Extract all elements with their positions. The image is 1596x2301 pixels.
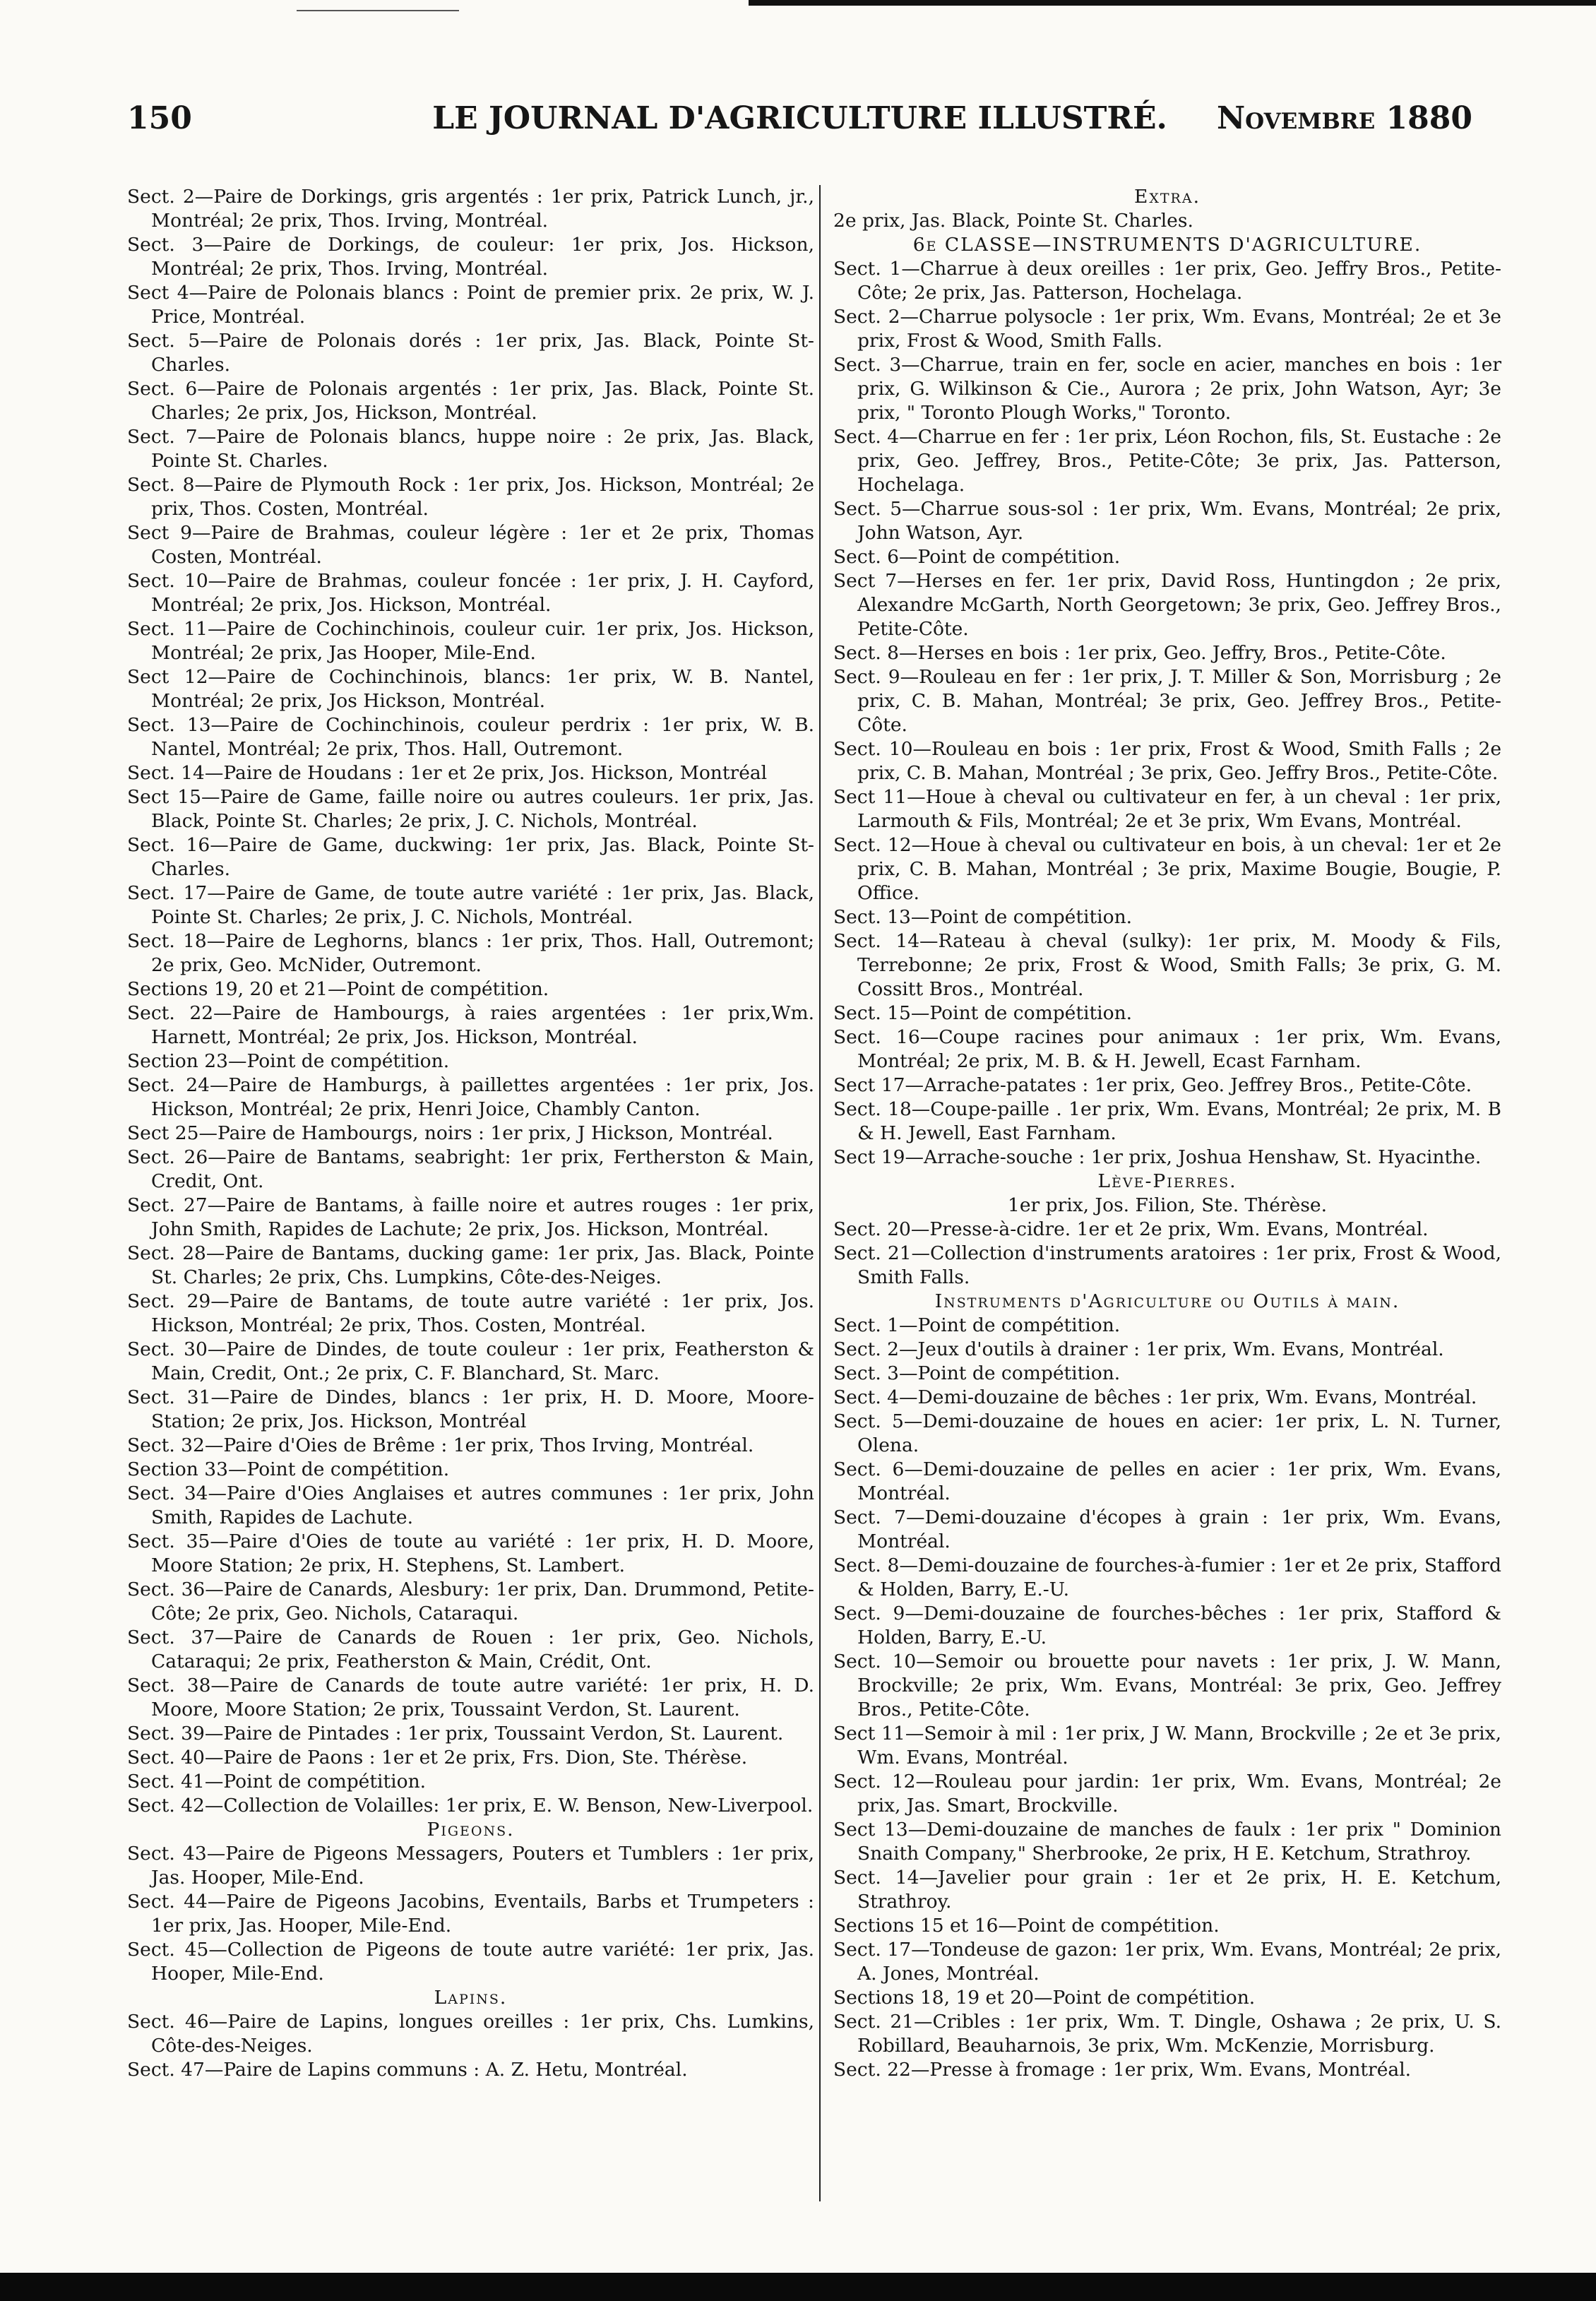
- prize-line: 1er prix, Jos. Filion, Ste. Thérèse.: [1007, 1194, 1328, 1216]
- prize-entry: Sect. 16—Paire de Game, duckwing: 1er prix, Jas. Black, Pointe St-Charles.: [127, 834, 814, 880]
- prize-entry: Sect. 12—Houe à cheval ou cultivateur en bois, à un cheval: 1er et 2e prix, C. B. Mahan, Montréal ; 3e prix, Maxime Bougie, Bougie, P. Office.: [833, 834, 1501, 904]
- prize-entry: Sect. 3—Point de compétition.: [833, 1362, 1121, 1384]
- prize-entry: Sect. 6—Paire de Polonais argentés : 1er prix, Jas. Black, Pointe St. Charles; 2e prix, Jos, Hickson, Montréal.: [127, 378, 814, 424]
- prize-entry: Sect 4—Paire de Polonais blancs : Point de premier prix. 2e prix, W. J. Price, Montréal.: [127, 282, 814, 328]
- prize-entry: Sect 17—Arrache-patates : 1er prix, Geo. Jeffrey Bros., Petite-Côte.: [833, 1074, 1472, 1096]
- prize-entry: Sect. 22—Paire de Hambourgs, à raies argentées : 1er prix,Wm. Harnett, Montréal; 2e prix, Jos. Hickson, Montréal.: [127, 1002, 814, 1048]
- prize-entry: Sect. 7—Paire de Polonais blancs, huppe noire : 2e prix, Jas. Black, Pointe St. Charles.: [127, 426, 814, 472]
- prize-entry: Sect. 21—Cribles : 1er prix, Wm. T. Dingle, Oshawa ; 2e prix, U. S. Robillard, Beauharnois, 3e prix, Wm. McKenzie, Morrisburg.: [833, 2011, 1501, 2057]
- prize-entry: Sect. 24—Paire de Hamburgs, à paillettes argentées : 1er prix, Jos. Hickson, Montréal; 2e prix, Henri Joice, Chambly Canton.: [127, 1074, 814, 1120]
- prize-entry: Sect. 4—Charrue en fer : 1er prix, Léon Rochon, fils, St. Eustache : 2e prix, Geo. Jeffrey, Bros., Petite-Côte; 3e prix, Jas. Patterson, Hochelaga.: [833, 426, 1501, 496]
- prize-entry: Sect 9—Paire de Brahmas, couleur légère : 1er et 2e prix, Thomas Costen, Montréal.: [127, 522, 814, 568]
- prize-entry: Sect. 27—Paire de Bantams, à faille noire et autres rouges : 1er prix, John Smith, Rapides de Lachute; 2e prix, Jos. Hickson, Montréal.: [127, 1194, 814, 1240]
- prize-entry: Sect. 3—Paire de Dorkings, de couleur: 1er prix, Jos. Hickson, Montréal; 2e prix, Thos. Irving, Montréal.: [127, 234, 814, 280]
- prize-entry: Sect. 13—Point de compétition.: [833, 906, 1133, 928]
- prize-entry: Sect 19—Arrache-souche : 1er prix, Joshua Henshaw, St. Hyacinthe.: [833, 1146, 1482, 1168]
- prize-entry: Sect. 14—Rateau à cheval (sulky): 1er prix, M. Moody & Fils, Terrebonne; 2e prix, Frost & Wood, Smith Falls; 3e prix, G. M. Cossitt Bros., Montréal.: [833, 930, 1501, 1000]
- prize-entry: Sect. 8—Herses en bois : 1er prix, Geo. Jeffry, Bros., Petite-Côte.: [833, 642, 1446, 664]
- prize-entry: Sect. 1—Charrue à deux oreilles : 1er prix, Geo. Jeffry Bros., Petite-Côte; 2e prix, Jas. Patterson, Hochelaga.: [833, 258, 1501, 304]
- prize-entry: Sect. 9—Rouleau en fer : 1er prix, J. T. Miller & Son, Morrisburg ; 2e prix, C. B. Mahan, Montréal; 3e prix, Geo. Jeffrey Bros., Petite-Côte.: [833, 666, 1501, 736]
- prize-entry: Sect. 2—Jeux d'outils à drainer : 1er prix, Wm. Evans, Montréal.: [833, 1338, 1444, 1360]
- prize-entry: Sect. 2—Charrue polysocle : 1er prix, Wm. Evans, Montréal; 2e et 3e prix, Frost & Wood, Smith Falls.: [833, 306, 1501, 352]
- prize-entry: Sect. 15—Point de compétition.: [833, 1002, 1133, 1024]
- prize-entry: Sect. 17—Paire de Game, de toute autre variété : 1er prix, Jas. Black, Pointe St. Charles; 2e prix, J. C. Nichols, Montréal.: [127, 882, 814, 928]
- prize-entry: Sect. 16—Coupe racines pour animaux : 1er prix, Wm. Evans, Montréal; 2e prix, M. B. & H. Jewell, Ecast Farnham.: [833, 1026, 1501, 1072]
- prize-entry: Sect. 18—Coupe-paille . 1er prix, Wm. Evans, Montréal; 2e prix, M. B & H. Jewell, East Farnham.: [833, 1098, 1501, 1144]
- prize-entry: Sect. 42—Collection de Volailles: 1er prix, E. W. Benson, New-Liverpool.: [127, 1795, 814, 1817]
- journal-title: LE JOURNAL D'AGRICULTURE ILLUSTRÉ.: [432, 100, 1167, 136]
- top-dash-mark: [297, 10, 459, 11]
- prize-entry: Sect. 36—Paire de Canards, Alesbury: 1er prix, Dan. Drummond, Petite-Côte; 2e prix, Geo. Nichols, Cataraqui.: [127, 1578, 814, 1624]
- prize-entry: Sect. 9—Demi-douzaine de fourches-bêches : 1er prix, Stafford & Holden, Barry, E.-U.: [833, 1603, 1501, 1648]
- prize-entry: Sect. 34—Paire d'Oies Anglaises et autres communes : 1er prix, John Smith, Rapides de Lachute.: [127, 1482, 814, 1528]
- prize-entry: Sections 15 et 16—Point de compétition.: [833, 1915, 1220, 1937]
- prize-entry: Sect. 3—Charrue, train en fer, socle en acier, manches en bois : 1er prix, G. Wilkinson & Cie., Aurora ; 2e prix, John Watson, Ayr; 3e prix, " Toronto Plough Works," Toronto.: [833, 354, 1501, 424]
- prize-entry: Sect. 38—Paire de Canards de toute autre variété: 1er prix, H. D. Moore, Moore Station; 2e prix, Toussaint Verdon, St. Laurent.: [127, 1675, 814, 1720]
- prize-entry: Sect. 41—Point de compétition.: [127, 1771, 427, 1792]
- prize-entry: Sect 12—Paire de Cochinchinois, blancs: 1er prix, W. B. Nantel, Montréal; 2e prix, Jos Hickson, Montréal.: [127, 666, 814, 712]
- prize-entry: Sect. 10—Rouleau en bois : 1er prix, Frost & Wood, Smith Falls ; 2e prix, C. B. Mahan, Montréal ; 3e prix, Geo. Jeffry Bros., Petite-Côte.: [833, 738, 1501, 784]
- prize-entry: Sect. 14—Paire de Houdans : 1er et 2e prix, Jos. Hickson, Montréal: [127, 762, 768, 784]
- prize-entry: Sect. 4—Demi-douzaine de bêches : 1er prix, Wm. Evans, Montréal.: [833, 1386, 1477, 1408]
- section-heading: Instruments d'Agriculture ou Outils à main.: [934, 1290, 1400, 1312]
- prize-entry: Sect. 7—Demi-douzaine d'écopes à grain : 1er prix, Wm. Evans, Montréal.: [833, 1506, 1501, 1552]
- page-header: [127, 100, 1472, 143]
- prize-entry: Section 23—Point de compétition.: [127, 1050, 450, 1072]
- prize-entry: Sect. 32—Paire d'Oies de Brême : 1er prix, Thos Irving, Montréal.: [127, 1434, 754, 1456]
- prize-entry: Sect. 17—Tondeuse de gazon: 1er prix, Wm. Evans, Montréal; 2e prix, A. Jones, Montréal.: [833, 1939, 1501, 1985]
- prize-entry: Sect. 5—Demi-douzaine de houes en acier: 1er prix, L. N. Turner, Olena.: [833, 1410, 1501, 1456]
- prize-entry: Sect. 11—Paire de Cochinchinois, couleur cuir. 1er prix, Jos. Hickson, Montréal; 2e prix, Jas Hooper, Mile-End.: [127, 618, 814, 664]
- prize-entry: Sect. 43—Paire de Pigeons Messagers, Pouters et Tumblers : 1er prix, Jas. Hooper, Mile-End.: [127, 1843, 814, 1889]
- prize-entry: Sect. 46—Paire de Lapins, longues oreilles : 1er prix, Chs. Lumkins, Côte-des-Neiges.: [127, 2011, 814, 2057]
- prize-entry: Sect 15—Paire de Game, faille noire ou autres couleurs. 1er prix, Jas. Black, Pointe St. Charles; 2e prix, J. C. Nichols, Montréal.: [127, 786, 814, 832]
- section-heading: Lève-Pierres.: [1097, 1170, 1237, 1192]
- prize-entry: Sect 25—Paire de Hambourgs, noirs : 1er prix, J Hickson, Montréal.: [127, 1122, 773, 1144]
- prize-entry: Sect. 10—Semoir ou brouette pour navets : 1er prix, J. W. Mann, Brockville; 2e prix, Wm. Evans, Montréal: 3e prix, Geo. Jeffrey Bros., Petite-Côte.: [833, 1651, 1501, 1720]
- prize-entry: Sect. 26—Paire de Bantams, seabright: 1er prix, Fertherston & Main, Credit, Ont.: [127, 1146, 814, 1192]
- prize-entry: Sect. 8—Paire de Plymouth Rock : 1er prix, Jos. Hickson, Montréal; 2e prix, Thos. Costen, Montréal.: [127, 474, 814, 520]
- prize-entry: Sect. 29—Paire de Bantams, de toute autre variété : 1er prix, Jos. Hickson, Montréal; 2e prix, Thos. Costen, Montréal.: [127, 1290, 814, 1336]
- prize-entry: Sect. 1—Point de compétition.: [833, 1314, 1121, 1336]
- prize-entry: Sections 19, 20 et 21—Point de compétition.: [127, 978, 549, 1000]
- prize-entry: Sect. 44—Paire de Pigeons Jacobins, Eventails, Barbs et Trumpeters : 1er prix, Jas. Hooper, Mile-End.: [127, 1891, 814, 1937]
- prize-entry: Sect. 47—Paire de Lapins communs : A. Z. Hetu, Montréal.: [127, 2059, 688, 2081]
- prize-entry: Sect. 37—Paire de Canards de Rouen : 1er prix, Geo. Nichols, Cataraqui; 2e prix, Featherston & Main, Crédit, Ont.: [127, 1627, 814, 1672]
- prize-entry: Sect 13—Demi-douzaine de manches de faulx : 1er prix " Dominion Snaith Company," Sherbrooke, 2e prix, H E. Ketchum, Strathroy.: [833, 1819, 1501, 1865]
- prize-entry: Sect. 31—Paire de Dindes, blancs : 1er prix, H. D. Moore, Moore-Station; 2e prix, Jos. Hickson, Montréal: [127, 1386, 814, 1432]
- prize-entry: Sect. 30—Paire de Dindes, de toute couleur : 1er prix, Featherston & Main, Credit, Ont.; 2e prix, C. F. Blanchard, St. Marc.: [127, 1338, 814, 1384]
- bottom-border-bar: [0, 2273, 1596, 2301]
- prize-entry: Sect. 14—Javelier pour grain : 1er et 2e prix, H. E. Ketchum, Strathroy.: [833, 1867, 1501, 1913]
- prize-entry: Sect 11—Houe à cheval ou cultivateur en fer, à un cheval : 1er prix, Larmouth & Fils, Montréal; 2e et 3e prix, Wm Evans, Montréal.: [833, 786, 1501, 832]
- prize-entry: Sect. 12—Rouleau pour jardin: 1er prix, Wm. Evans, Montréal; 2e prix, Jas. Smart, Brockville.: [833, 1771, 1501, 1817]
- prize-entry: Sect. 8—Demi-douzaine de fourches-à-fumier : 1er et 2e prix, Stafford & Holden, Barry, E.-U.: [833, 1554, 1501, 1600]
- prize-entry: Sect. 13—Paire de Cochinchinois, couleur perdrix : 1er prix, W. B. Nantel, Montréal; 2e prix, Thos. Hall, Outremont.: [127, 714, 814, 760]
- top-border-rule: [749, 0, 1596, 6]
- left-column: [127, 185, 814, 2082]
- prize-entry: Sect. 5—Paire de Polonais dorés : 1er prix, Jas. Black, Pointe St-Charles.: [127, 330, 814, 376]
- prize-entry: Sections 18, 19 et 20—Point de compétition.: [833, 1987, 1256, 2009]
- section-heading: 6e CLASSE—INSTRUMENTS D'AGRICULTURE.: [912, 234, 1422, 256]
- prize-entry: Sect. 10—Paire de Brahmas, couleur foncée : 1er prix, J. H. Cayford, Montréal; 2e prix, Jos. Hickson, Montréal.: [127, 570, 814, 616]
- prize-entry: Sect. 20—Presse-à-cidre. 1er et 2e prix, Wm. Evans, Montréal.: [833, 1218, 1429, 1240]
- prize-entry: Sect. 22—Presse à fromage : 1er prix, Wm. Evans, Montréal.: [833, 2059, 1412, 2081]
- prize-entry: 2e prix, Jas. Black, Pointe St. Charles.: [833, 210, 1193, 232]
- prize-entry: Sect. 18—Paire de Leghorns, blancs : 1er prix, Thos. Hall, Outremont; 2e prix, Geo. McNider, Outremont.: [127, 930, 814, 976]
- prize-entry: Sect. 40—Paire de Paons : 1er et 2e prix, Frs. Dion, Ste. Thérèse.: [127, 1747, 748, 1768]
- prize-entry: Sect. 2—Paire de Dorkings, gris argentés : 1er prix, Patrick Lunch, jr., Montréal; 2e prix, Thos. Irving, Montréal.: [127, 186, 814, 232]
- prize-entry: Sect. 6—Demi-douzaine de pelles en acier : 1er prix, Wm. Evans, Montréal.: [833, 1458, 1501, 1504]
- prize-entry: Sect. 45—Collection de Pigeons de toute autre variété: 1er prix, Jas. Hooper, Mile-End.: [127, 1939, 814, 1985]
- prize-entry: Section 33—Point de compétition.: [127, 1458, 450, 1480]
- column-divider: [819, 185, 821, 2201]
- prize-entry: Sect 11—Semoir à mil : 1er prix, J W. Mann, Brockville ; 2e et 3e prix, Wm. Evans, Montréal.: [833, 1723, 1501, 1768]
- prize-entry: Sect. 6—Point de compétition.: [833, 546, 1121, 568]
- section-heading: Pigeons.: [427, 1819, 515, 1841]
- section-heading: Lapins.: [434, 1987, 508, 2009]
- prize-entry: Sect. 35—Paire d'Oies de toute au variété : 1er prix, H. D. Moore, Moore Station; 2e prix, H. Stephens, St. Lambert.: [127, 1530, 814, 1576]
- prize-entry: Sect. 21—Collection d'instruments aratoires : 1er prix, Frost & Wood, Smith Falls.: [833, 1242, 1501, 1288]
- issue-date: Novembre 1880: [1216, 100, 1472, 136]
- page-number: 150: [127, 100, 192, 136]
- prize-entry: Sect. 28—Paire de Bantams, ducking game: 1er prix, Jas. Black, Pointe St. Charles; 2e prix, Chs. Lumpkins, Côte-des-Neiges.: [127, 1242, 814, 1288]
- section-heading: Extra.: [1134, 186, 1201, 208]
- prize-entry: Sect. 5—Charrue sous-sol : 1er prix, Wm. Evans, Montréal; 2e prix, John Watson, Ayr.: [833, 498, 1501, 544]
- right-column: [833, 185, 1501, 2082]
- prize-entry: Sect. 39—Paire de Pintades : 1er prix, Toussaint Verdon, St. Laurent.: [127, 1723, 784, 1744]
- prize-entry: Sect 7—Herses en fer. 1er prix, David Ross, Huntingdon ; 2e prix, Alexandre McGarth, North Georgetown; 3e prix, Geo. Jeffrey Bros., Petite-Côte.: [833, 570, 1501, 640]
